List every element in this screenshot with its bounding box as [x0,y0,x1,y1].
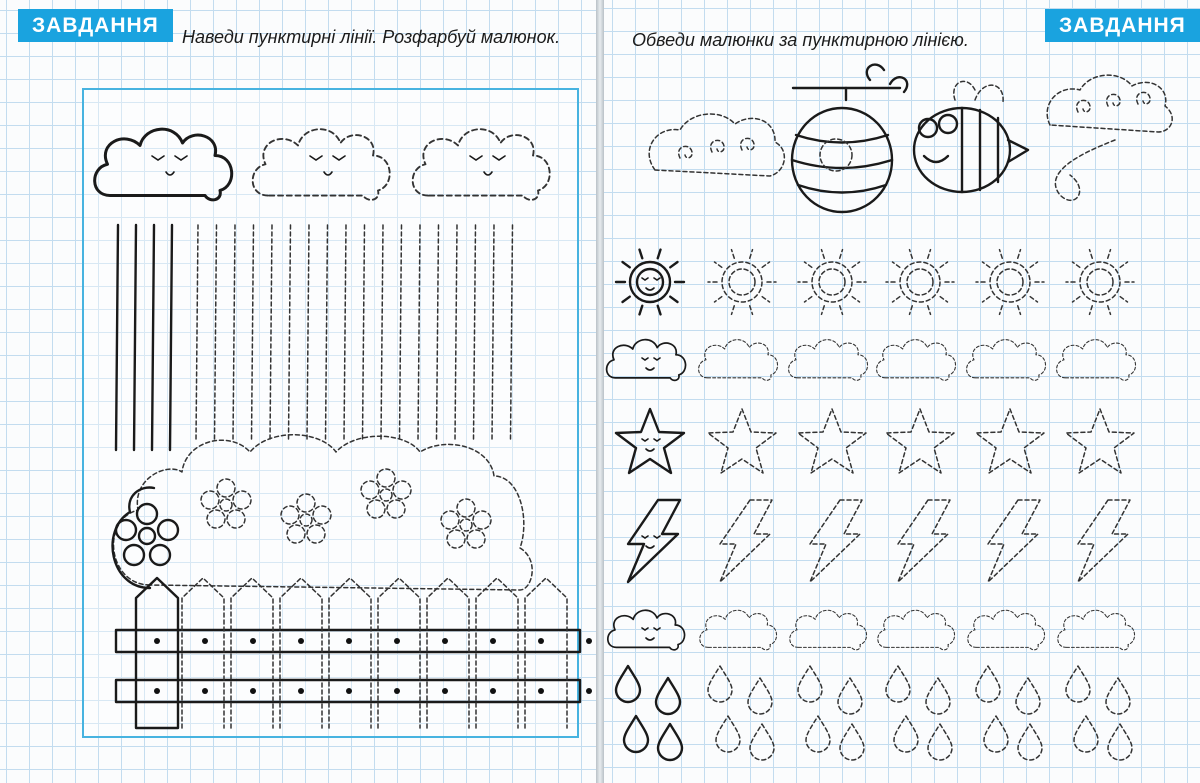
raindrop-icon [798,666,822,702]
rain-cloud-icon [790,610,867,760]
fence-nail-dot [538,688,544,694]
rain-cloud-icon [700,610,777,760]
fence-nail-dot [490,688,496,694]
raindrop-icon [886,666,910,702]
cloud-dashed-icon [413,129,550,200]
rain-line-dashed [196,225,198,440]
raindrop-icon [748,678,772,714]
lightning-icon [898,500,950,582]
lightning-icon [810,500,862,582]
rain-line-dashed [474,225,476,440]
fence-nail-dot [442,688,448,694]
right-instruction: Обведи малюнки за пунктирною лінією. [632,30,969,50]
raindrop-icon [838,678,862,714]
rain-line-dashed [307,225,309,440]
fence-nail-dot [346,688,352,694]
rain-cloud-icon [878,610,955,760]
star-icon [616,409,684,473]
fence-solid [116,578,580,728]
face-icon [642,536,660,548]
cloud-dashed-icon [253,129,390,200]
raindrop-icon [806,716,830,752]
sun-icon [976,250,1044,315]
raindrop-icon [928,724,952,760]
star-icon [708,409,776,473]
raindrop-icon [624,716,648,752]
lightning-icon [720,500,772,582]
rain-line-dashed [437,225,439,440]
rain-line-dashed [344,225,346,440]
rain-line-dashed [492,225,494,440]
raindrop-icon [1108,724,1132,760]
lightning-icon [988,500,1040,582]
fence-nail-dot [346,638,352,644]
flower-dashed-icon [361,469,411,518]
raindrop-icon [1018,724,1042,760]
raindrop-icon [894,716,918,752]
raindrop-icon [926,678,950,714]
swirl-cloud-dashed-icon [649,114,784,176]
fence-nail-dot [394,638,400,644]
raindrop-icon [716,716,740,752]
flower-dashed-icon [281,494,331,543]
flower-dashed-icon [201,479,251,528]
rain-cloud-icon [608,610,685,760]
fence-nail-dot [154,688,160,694]
raindrop-icon [1074,716,1098,752]
fence-nail-dot [538,638,544,644]
face-icon [642,628,660,640]
face-icon [642,358,660,370]
fence-nail-dot [298,638,304,644]
rain-line-dashed [252,225,254,440]
fence-nail-dot [250,638,256,644]
raindrop-icon [658,724,682,760]
sun-icon [616,250,684,315]
face-icon [642,278,660,290]
sun-icon [798,250,866,315]
left-task-badge: ЗАВДАННЯ [18,9,173,42]
fence-nail-dot [298,688,304,694]
star-icon [976,409,1044,473]
raindrop-icon [1066,666,1090,702]
cloud-icon [1057,340,1136,381]
rain-line-solid [116,225,118,450]
fence-nail-dot [202,638,208,644]
swirl-cloud-dashed-icon [1047,75,1172,200]
rain-line-dashed [326,225,328,440]
cloud-icon [607,340,686,381]
sun-icon [886,250,954,315]
cloud-solid-icon [95,129,232,200]
raindrop-icon [976,666,1000,702]
cloud-icon [967,340,1046,381]
rain-line-dashed [215,225,217,440]
flower-dashed-icons [201,469,491,548]
raindrop-icon [656,678,680,714]
rain-line-dashed [270,225,272,440]
lightning-icon [628,500,680,582]
fence-nail-dot [442,638,448,644]
sun-icon [1066,250,1134,315]
sun-icon [708,250,776,315]
face-icon [642,439,660,451]
left-instruction: Наведи пунктирні лінії. Розфарбуй малюнок. [182,27,561,47]
rain-line-solid [152,225,154,450]
cloud-icon [789,340,868,381]
flower-dashed-icon [441,499,491,548]
rain-lines [116,225,513,450]
right-task-badge: ЗАВДАННЯ [1045,9,1200,42]
lightning-icon [1078,500,1130,582]
fence-nail-dot [490,638,496,644]
rain-line-dashed [511,225,513,440]
raindrop-icon [708,666,732,702]
fence-nail-dot [250,688,256,694]
rain-line-dashed [289,225,291,440]
rain-line-dashed [233,225,235,440]
fence-nail-dot [202,688,208,694]
fence-nail-dot [586,638,592,644]
fence-nail-dot [586,688,592,694]
fence-nail-dot [154,638,160,644]
raindrop-icon [1016,678,1040,714]
cloud-icon [699,340,778,381]
rain-line-dashed [363,225,365,440]
fence-nail-dot [394,688,400,694]
rain-line-dashed [418,225,420,440]
star-icon [798,409,866,473]
cloud-icon [877,340,956,381]
raindrop-icon [1106,678,1130,714]
star-icon [886,409,954,473]
rain-line-solid [134,225,136,450]
beehive-icon [792,65,907,212]
star-icon [1066,409,1134,473]
rain-cloud-icon [1058,610,1135,760]
raindrop-icon [984,716,1008,752]
fence-nail-dots [154,638,592,694]
raindrop-icon [750,724,774,760]
rain-line-dashed [400,225,402,440]
rain-line-dashed [381,225,383,440]
bee-icon [914,81,1028,192]
flower-solid-icon [116,504,178,565]
rain-line-solid [170,225,172,450]
raindrop-icon [616,666,640,702]
raindrop-icon [840,724,864,760]
rain-cloud-icon [968,610,1045,760]
rain-line-dashed [455,225,457,440]
tracing-shape-grid [607,250,1136,760]
bush-dashed-outline [114,435,533,590]
